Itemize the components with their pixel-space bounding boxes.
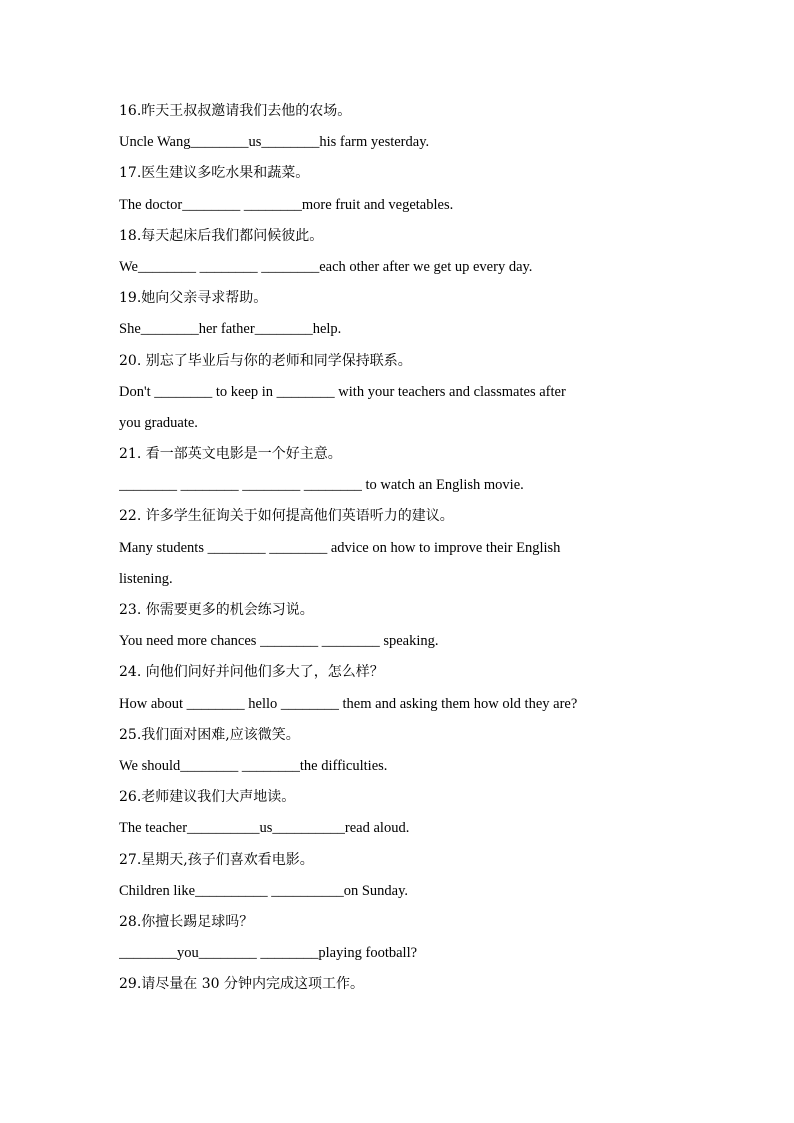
answer-line: Many students ________ ________ advice on how to improve their English <box>119 539 561 556</box>
question-prompt: 18.每天起床后我们都问候彼此。 <box>119 227 324 244</box>
answer-line: She________her father________help. <box>119 321 342 338</box>
answer-line: Don't ________ to keep in ________ with your teachers and classmates after <box>119 383 566 400</box>
worksheet-page <box>119 96 679 1000</box>
question-prompt: 21. 看一部英文电影是一个好主意。 <box>119 446 342 463</box>
question-prompt: 17.医生建议多吃水果和蔬菜。 <box>119 165 310 182</box>
question-prompt: 23. 你需要更多的机会练习说。 <box>119 602 314 618</box>
question-prompt: 29.请尽量在 30 分钟内完成这项工作。 <box>119 976 364 993</box>
answer-line: You need more chances ________ ________ speaking. <box>119 633 439 650</box>
answer-line: Uncle Wang________us________his farm yesterday. <box>119 134 430 151</box>
question-prompt: 22. 许多学生征询关于如何提高他们英语听力的建议。 <box>119 508 454 525</box>
answer-line: Children like__________ __________on Sunday. <box>119 882 409 899</box>
question-prompt: 28.你擅长踢足球吗？ <box>119 913 254 930</box>
question-prompt: 19.她向父亲寻求帮助。 <box>119 290 268 307</box>
question-prompt: 26.老师建议我们大声地读。 <box>119 789 296 806</box>
answer-line: The teacher__________us__________read aloud. <box>119 820 410 837</box>
question-prompt: 25.我们面对困难,应该微笑。 <box>119 726 300 743</box>
question-prompt: 16.昨天王叔叔邀请我们去他的农场。 <box>119 103 352 119</box>
question-prompt: 27.星期天,孩子们喜欢看电影。 <box>119 851 314 868</box>
answer-line-continued: you graduate. <box>119 414 198 431</box>
question-prompt: 24. 向他们问好并问他们多大了，怎么样？ <box>119 664 384 681</box>
question-prompt: 20. 别忘了毕业后与你的老师和同学保持联系。 <box>119 352 412 369</box>
answer-line: The doctor________ ________more fruit and vegetables. <box>119 196 454 213</box>
answer-line: ________ ________ ________ ________ to watch an English movie. <box>119 477 524 494</box>
answer-line-continued: listening. <box>119 570 173 587</box>
answer-line: How about ________ hello ________ them and asking them how old they are? <box>119 695 578 712</box>
answer-line: We________ ________ ________each other after we get up every day. <box>119 258 533 275</box>
answer-line: ________you________ ________playing football? <box>119 945 418 962</box>
answer-line: We should________ ________the difficulties. <box>119 757 388 774</box>
